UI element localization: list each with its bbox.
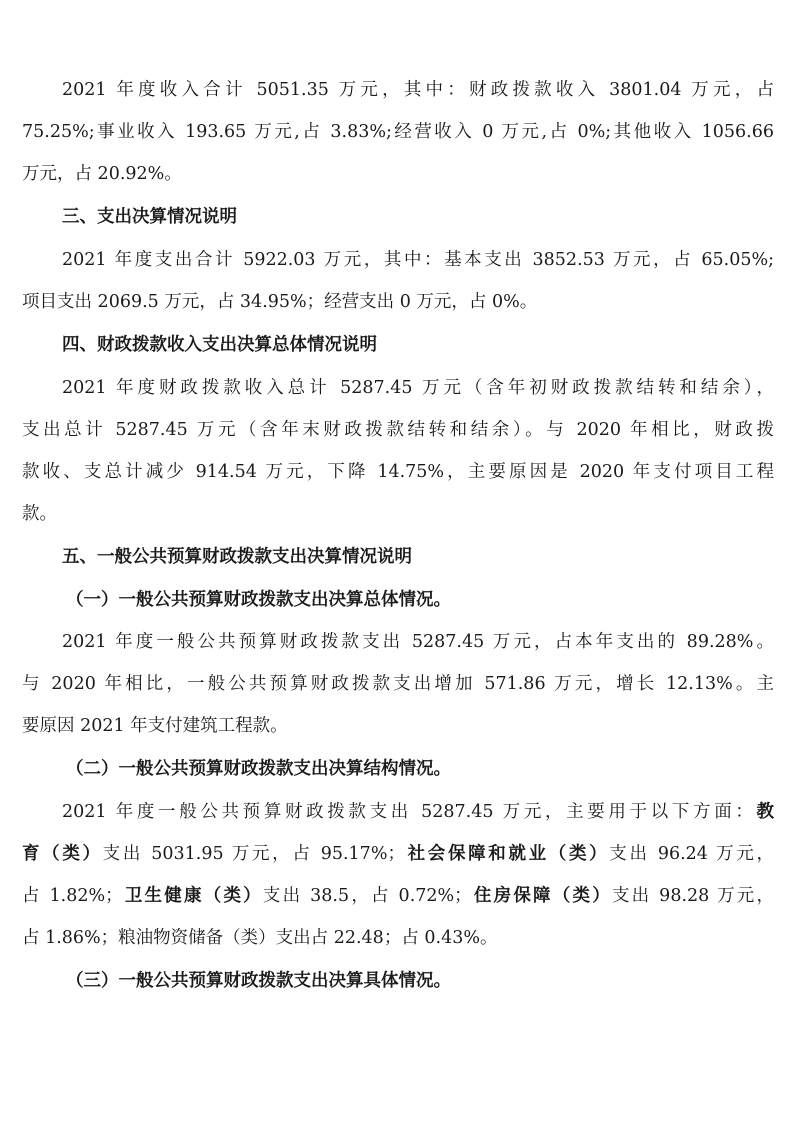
section-5-sub-3-heading: （三）一般公共预算财政拨款支出决算具体情况。 (66, 971, 451, 991)
section-3-heading: 三、支出决算情况说明 (62, 207, 237, 227)
sub-2-line-2-text-1: 支出 5031.95 万元，占 95.17%； (102, 844, 405, 864)
section-5-sub-2-line-1 (62, 800, 774, 824)
section-5-sub-2-line-2 (22, 842, 774, 866)
section-5-sub-2-line-4: 占 1.86%；粮油物资储备（类）支出占 22.48；占 0.43%。 (22, 928, 498, 948)
section-4-line-4: 款。 (22, 504, 57, 524)
sub-2-line-1-bold: 教 (756, 802, 774, 822)
section-4-heading: 四、财政拨款收入支出决算总体情况说明 (62, 335, 377, 355)
section-4-line-1: 2021 年度财政拨款收入总计 5287.45 万元（含年初财政拨款结转和结余）， (62, 378, 774, 398)
sub-2-line-3-bold-2: 住房保障（类） (471, 886, 612, 906)
section-5-sub-2-line-3 (22, 884, 774, 908)
sub-2-line-3-text-2: 支出 38.5，占 0.72%； (262, 886, 472, 906)
section-3-line-1: 2021 年度支出合计 5922.03 万元，其中：基本支出 3852.53 万元，占 65.05%; (62, 250, 774, 270)
section-5-sub-2-heading: （二）一般公共预算财政拨款支出决算结构情况。 (66, 759, 451, 779)
section-5-sub-1-line-3: 要原因 2021 年支付建筑工程款。 (22, 716, 288, 736)
section-5-sub-1-heading: （一）一般公共预算财政拨款支出决算总体情况。 (66, 590, 451, 610)
sub-2-line-2-bold-2: 社会保障和就业（类） (404, 844, 610, 864)
income-summary-line-2: 75.25%;事业收入 193.65 万元,占 3.83%;经营收入 0 万元,占 0%;其他收入 1056.66 (22, 122, 774, 142)
section-5-sub-1-line-2: 与 2020 年相比，一般公共预算财政拨款支出增加 571.86 万元，增长 12.13%。主 (22, 674, 774, 694)
sub-2-line-3-bold-1: 卫生健康（类） (122, 886, 263, 906)
section-4-line-2: 支出总计 5287.45 万元（含年末财政拨款结转和结余）。与 2020 年相比，财政拨 (22, 420, 774, 440)
sub-2-line-3-text-1: 占 1.82%； (22, 886, 123, 906)
section-5-sub-1-line-1: 2021 年度一般公共预算财政拨款支出 5287.45 万元，占本年支出的 89.28%。 (62, 632, 774, 652)
income-summary-line-3: 万元，占 20.92%。 (22, 164, 182, 184)
sub-2-line-1-text: 2021 年度一般公共预算财政拨款支出 5287.45 万元，主要用于以下方面： (62, 802, 757, 822)
sub-2-line-2-bold-1: 育（类） (22, 844, 103, 864)
section-3-line-2: 项目支出 2069.5 万元，占 34.95%；经营支出 0 万元，占 0%。 (22, 292, 538, 312)
section-4-line-3: 款收、支总计减少 914.54 万元，下降 14.75%，主要原因是 2020 年支付项目工程 (22, 462, 774, 482)
section-5-heading: 五、一般公共预算财政拨款支出决算情况说明 (62, 547, 412, 567)
sub-2-line-3-text-3: 支出 98.28 万元， (611, 886, 775, 906)
sub-2-line-2-text-2: 支出 96.24 万元， (609, 844, 774, 864)
income-summary-line-1: 2021 年度收入合计 5051.35 万元，其中：财政拨款收入 3801.04 万元，占 (62, 80, 774, 100)
